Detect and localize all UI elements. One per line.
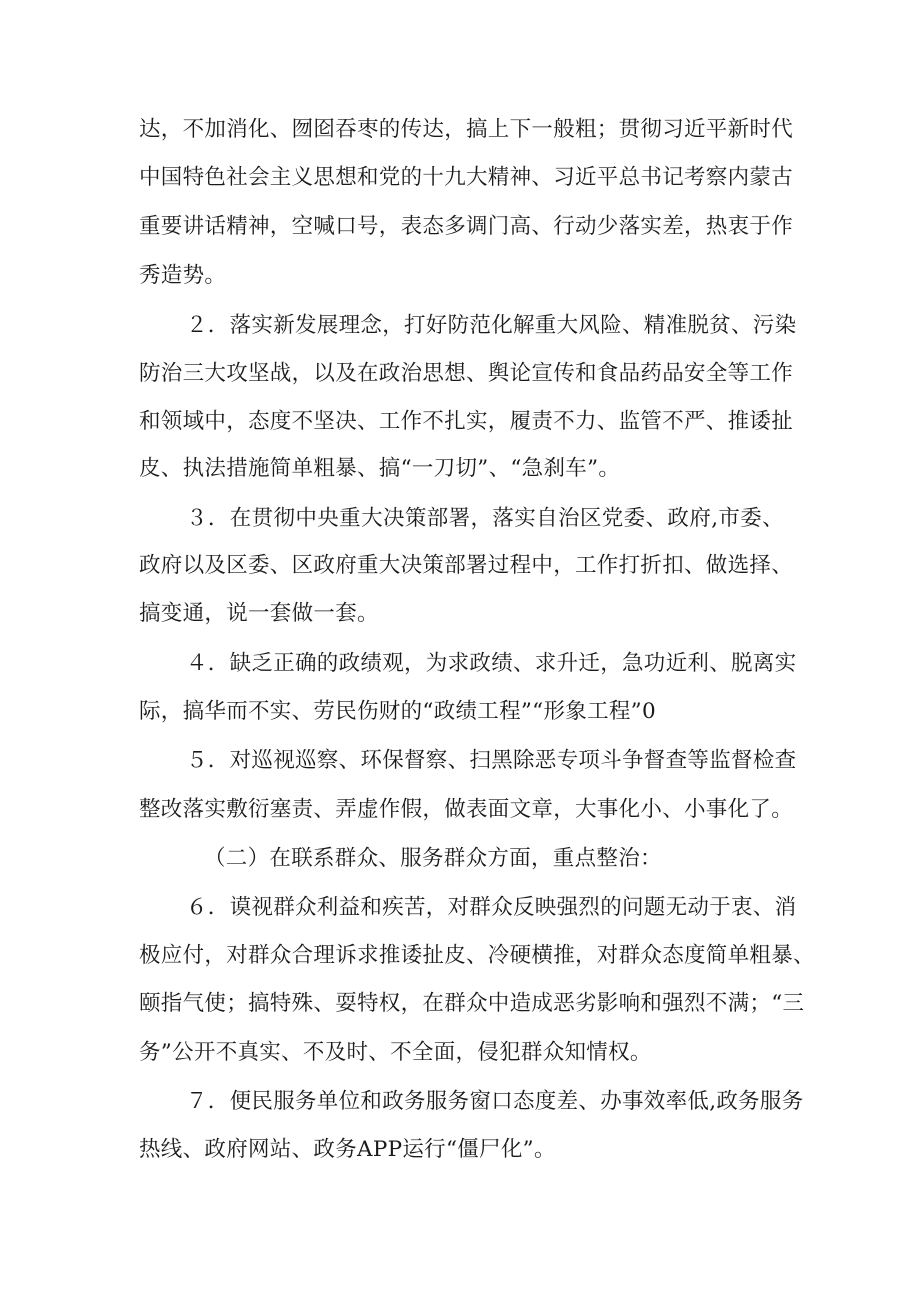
paragraph-line: 中国特色社会主义思想和党的十九大精神、习近平总书记考察内蒙古 — [139, 165, 794, 190]
section-subheading: （二）在联系群众、服务群众方面，重点整治： — [204, 846, 662, 871]
paragraph-line: ７．便民服务单位和政务服务窗口态度差、办事效率低,政务服务 — [186, 1089, 804, 1114]
paragraph-line: 皮、执法措施简单粗暴、搞“一刀切”、“急刹车”。 — [139, 456, 621, 481]
paragraph-line: 防治三大攻坚战，以及在政治思想、舆论宣传和食品药品安全等工作 — [139, 361, 794, 386]
paragraph-line: 搞变通，说一套做一套。 — [139, 601, 379, 626]
paragraph-line: 达，不加消化、囫囵吞枣的传达，搞上下一般粗；贯彻习近平新时代 — [139, 117, 794, 142]
paragraph-line: ５．对巡视巡察、环保督察、扫黑除恶专项斗争督查等监督检查 — [186, 748, 797, 773]
paragraph-line: ６．谟视群众利益和疾苦，对群众反映强烈的问题无动于衷、消 — [186, 895, 797, 920]
paragraph-line: ４．缺乏正确的政绩观，为求政绩、求升迁，急功近利、脱离实 — [186, 651, 797, 676]
paragraph-line: 整改落实敷衍塞责、弄虚作假，做表面文章，大事化小、小事化了。 — [139, 797, 794, 822]
paragraph-line: ３．在贯彻中央重大决策部署，落实自治区党委、政府,市委、 — [186, 506, 784, 531]
paragraph-line: 际，搞华而不实、劳民伤财的“政绩工程”“形象工程”0 — [139, 699, 656, 724]
paragraph-line: 热线、政府网站、政务APP运行“僵尸化”。 — [139, 1137, 556, 1162]
paragraph-line: 政府以及区委、区政府重大决策部署过程中，工作打折扣、做选择、 — [139, 553, 794, 578]
paragraph-line: 秀造势。 — [139, 263, 227, 288]
paragraph-line: 和领域中，态度不坚决、工作不扎实，履责不力、监管不严、推诿扯 — [139, 409, 794, 434]
paragraph-line: 颐指气使；搞特殊、耍特权，在群众中造成恶劣影响和强烈不满；“三 — [139, 991, 805, 1016]
paragraph-line: 重要讲话精神，空喊口号，表态多调门高、行动少落实差，热衷于作 — [139, 214, 794, 239]
paragraph-line: 务”公开不真实、不及时、不全面，侵犯群众知情权。 — [139, 1040, 652, 1065]
paragraph-line: ２．落实新发展理念，打好防范化解重大风险、精准脱贫、污染 — [186, 313, 797, 338]
paragraph-line: 极应付，对群众合理诉求推诿扯皮、冷硬横推，对群众态度简单粗暴、 — [139, 943, 815, 968]
